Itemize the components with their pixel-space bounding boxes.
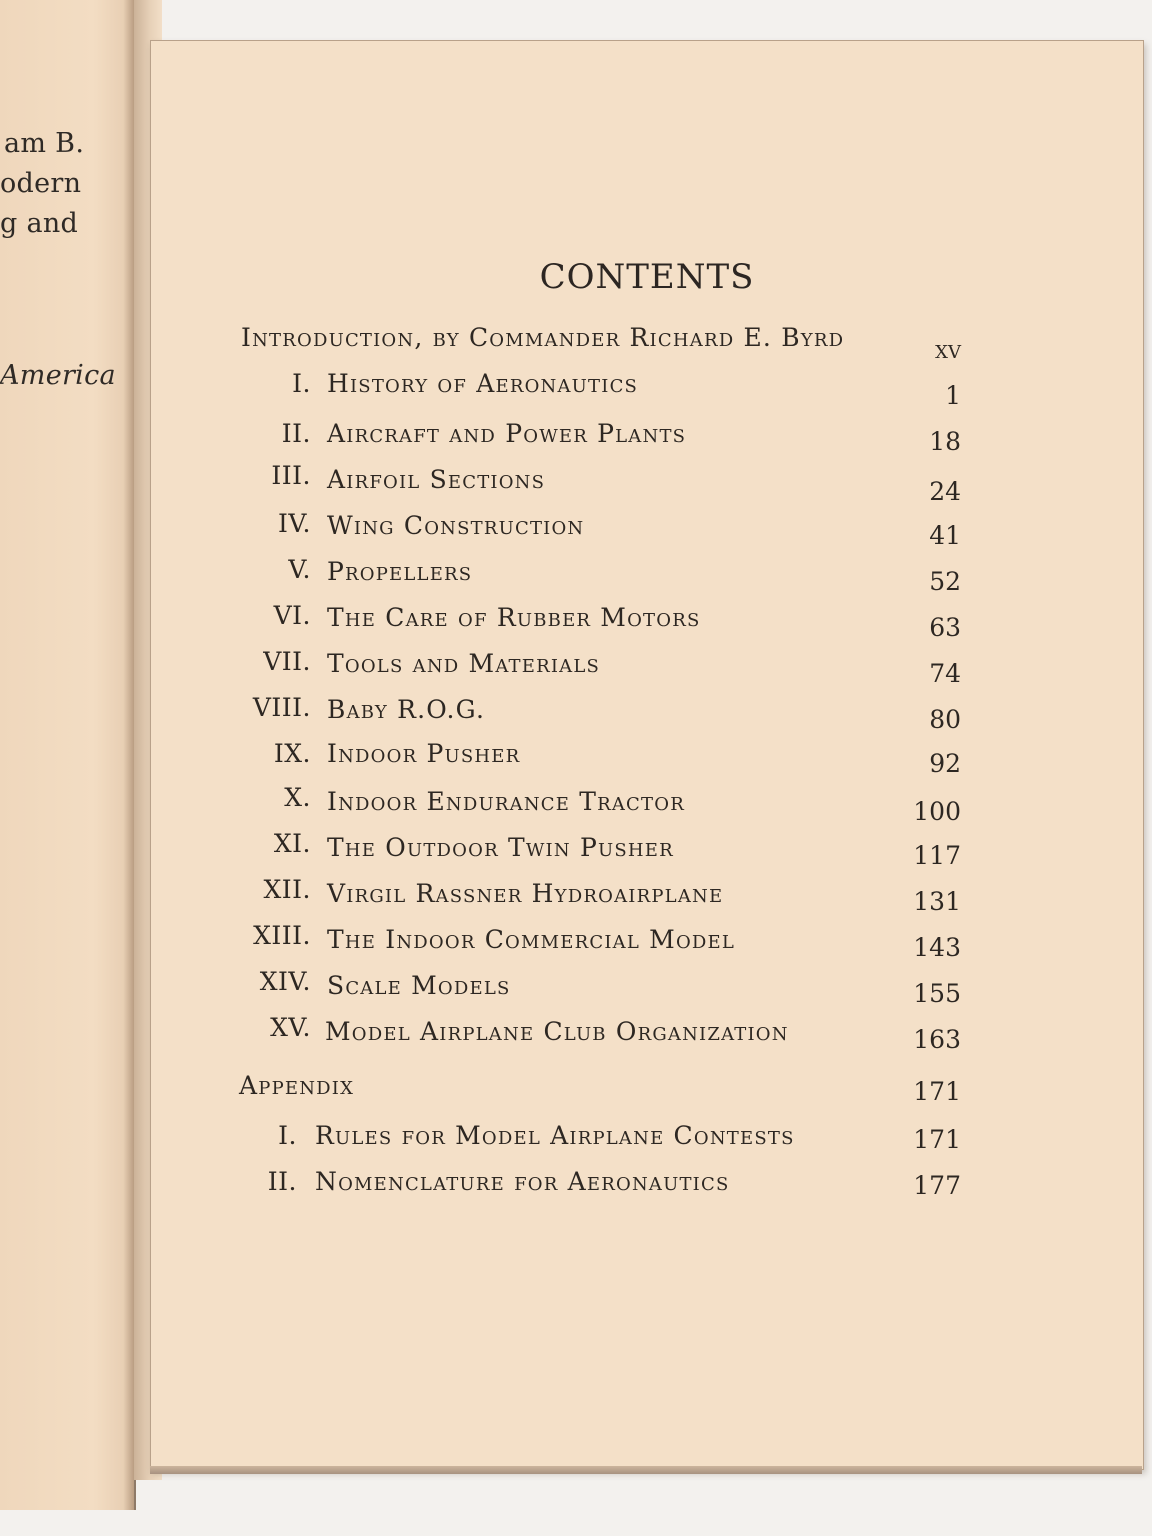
toc-chapter-number: VIII. [252, 693, 311, 722]
toc-chapter-title: Baby R.O.G. [327, 695, 486, 724]
toc-chapter-number: III. [271, 461, 311, 490]
toc-chapter-number: XI. [273, 829, 311, 858]
toc-appendix-title: Rules for Model Airplane Contests [315, 1121, 795, 1150]
toc-chapter-page: 52 [929, 567, 961, 596]
toc-chapter-number: XV. [270, 1013, 311, 1042]
toc-chapter-number: VII. [263, 647, 311, 676]
toc-appendix-number: I. [278, 1121, 297, 1150]
toc-chapter-page: 18 [929, 427, 961, 456]
toc-chapter-title: Airfoil Sections [327, 465, 546, 494]
toc-chapter-title: Model Airplane Club Organization [325, 1017, 789, 1046]
left-page-line: am B. [4, 128, 85, 159]
toc-chapter-page: 41 [929, 521, 961, 550]
toc-chapter-number: IX. [273, 739, 311, 768]
toc-chapter-page: 63 [929, 613, 961, 642]
toc-chapter-number: I. [292, 369, 311, 398]
toc-chapter-title: Wing Construction [327, 511, 585, 540]
toc-chapter-title: History of Aeronautics [327, 369, 639, 398]
toc-chapter-title: Indoor Endurance Tractor [327, 787, 685, 816]
toc-chapter-number: XII. [263, 875, 311, 904]
left-page-line: g and [0, 208, 79, 239]
page-title: CONTENTS [539, 257, 755, 297]
left-page-line: odern [0, 168, 82, 199]
toc-chapter-page: 131 [913, 887, 961, 916]
toc-chapter-page: 74 [929, 659, 961, 688]
toc-chapter-number: IV. [277, 509, 311, 538]
toc-chapter-page: 92 [929, 749, 961, 778]
toc-chapter-page: 155 [913, 979, 961, 1008]
toc-chapter-page: 80 [929, 705, 961, 734]
toc-chapter-page: 1 [945, 381, 961, 410]
toc-appendix-label: Appendix [239, 1071, 355, 1100]
toc-chapter-number: VI. [273, 601, 311, 630]
contents-page [150, 40, 1144, 1470]
toc-chapter-title: The Outdoor Twin Pusher [327, 833, 674, 862]
page-edge [150, 1466, 1142, 1474]
toc-chapter-title: Virgil Rassner Hydroairplane [327, 879, 724, 908]
toc-chapter-title: The Indoor Commercial Model [327, 925, 736, 954]
toc-appendix-item-page: 171 [913, 1125, 961, 1154]
toc-chapter-title: Scale Models [327, 971, 511, 1000]
toc-chapter-page: 143 [913, 933, 961, 962]
toc-chapter-page: 24 [929, 477, 961, 506]
toc-chapter-page: 117 [913, 841, 961, 870]
left-page-line: America [0, 360, 116, 391]
toc-chapter-title: Indoor Pusher [327, 739, 521, 768]
toc-appendix-page: 171 [913, 1077, 961, 1106]
toc-chapter-title: Propellers [327, 557, 473, 586]
toc-chapter-number: X. [284, 783, 311, 812]
toc-chapter-title: Aircraft and Power Plants [327, 419, 687, 448]
toc-appendix-item-page: 177 [913, 1171, 961, 1200]
toc-chapter-number: XIV. [259, 967, 311, 996]
left-page [0, 0, 136, 1510]
toc-appendix-title: Nomenclature for Aeronautics [315, 1167, 730, 1196]
toc-chapter-page: 163 [913, 1025, 961, 1054]
toc-introduction-label: Introduction, by Commander Richard E. Byrd [241, 323, 845, 352]
toc-chapter-number: V. [288, 555, 311, 584]
toc-chapter-number: XIII. [253, 921, 311, 950]
toc-introduction-page: xv [935, 335, 961, 364]
toc-chapter-number: II. [281, 419, 311, 448]
toc-chapter-page: 100 [913, 797, 961, 826]
toc-chapter-title: The Care of Rubber Motors [327, 603, 701, 632]
toc-appendix-number: II. [267, 1167, 297, 1196]
toc-chapter-title: Tools and Materials [327, 649, 601, 678]
